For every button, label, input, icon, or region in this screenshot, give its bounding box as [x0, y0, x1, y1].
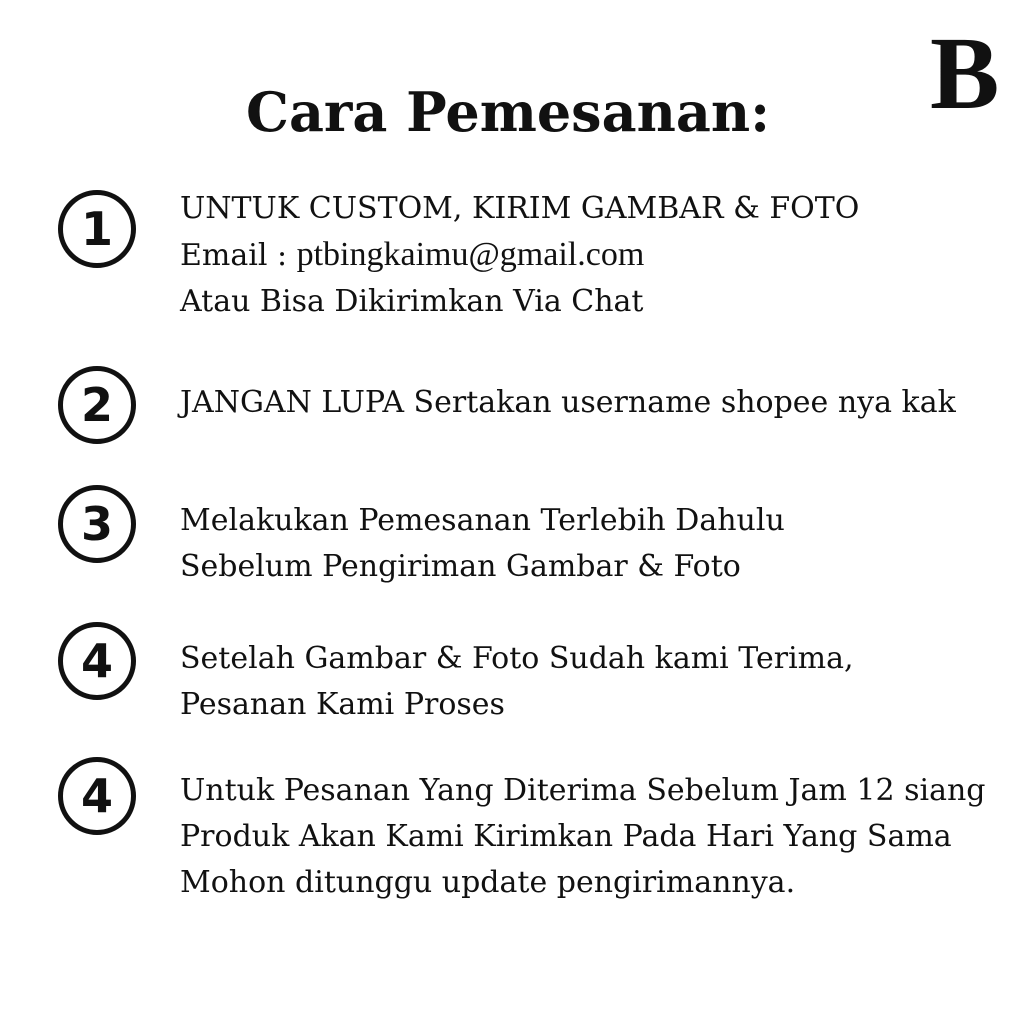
- step-line: Pesanan Kami Proses: [180, 687, 505, 722]
- email-label: Email :: [180, 238, 297, 273]
- step-line: Setelah Gambar & Foto Sudah kami Terima,: [180, 641, 854, 676]
- step-number-badge: 1: [58, 190, 136, 268]
- step-line: UNTUK CUSTOM, KIRIM GAMBAR & FOTO: [180, 191, 860, 226]
- step-text: [180, 380, 980, 426]
- step-line: JANGAN LUPA Sertakan username shopee nya kak: [180, 385, 956, 420]
- step-text: [180, 768, 986, 906]
- step-number-badge: 4: [58, 622, 136, 700]
- step-line: Melakukan Pemesanan Terlebih Dahulu: [180, 503, 785, 538]
- step-line: Sebelum Pengiriman Gambar & Foto: [180, 549, 741, 584]
- email-line: [180, 232, 980, 279]
- brand-logo: B: [930, 16, 1000, 131]
- page-title: Cara Pemesanan:: [245, 80, 771, 144]
- step-line: Atau Bisa Dikirimkan Via Chat: [180, 284, 644, 319]
- step-text: [180, 186, 980, 325]
- step-number-badge: 4: [58, 757, 136, 835]
- step-number-badge: 2: [58, 366, 136, 444]
- step-text: [180, 636, 980, 728]
- step-line: Untuk Pesanan Yang Diterima Sebelum Jam 12 siang: [180, 773, 986, 808]
- email-address: ptbingkaimu@gmail.com: [296, 236, 645, 273]
- step-line: Produk Akan Kami Kirimkan Pada Hari Yang Sama: [180, 819, 952, 854]
- step-line: Mohon ditunggu update pengirimannya.: [180, 865, 796, 900]
- step-number-badge: 3: [58, 485, 136, 563]
- step-text: [180, 498, 980, 590]
